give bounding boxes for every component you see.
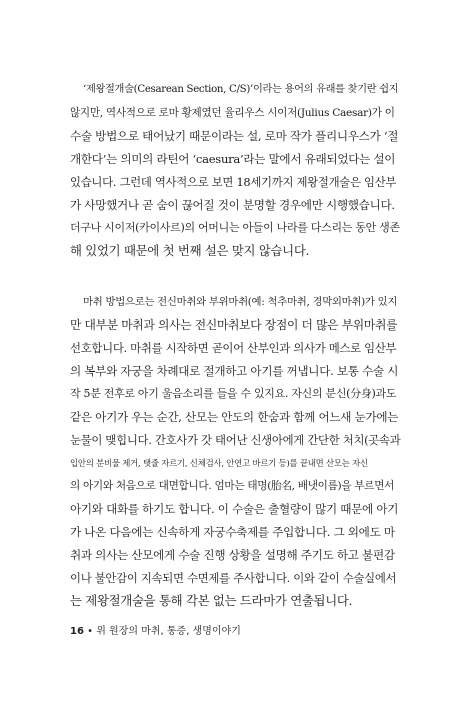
text-line: 선호합니다. 마취를 시작하면 곧이어 산부인과 의사가 메스로 임산부 <box>70 341 397 355</box>
text-line: 해 있었기 때문에 첫 번째 설은 맞지 않습니다. <box>70 243 310 258</box>
text-line: 작 5분 전후로 아기 울음소리를 들을 수 있지요. 자신의 분신(分身)과도 <box>70 387 397 400</box>
text-line: 아기와 대화를 하기도 합니다. 이 수술은 출혈량이 많기 때문에 아기 <box>70 502 399 516</box>
text-line: 수술 방법으로 태어났기 때문이라는 설, 로마 작가 플리니우스가 ‘절 <box>70 129 399 143</box>
footer-separator: • <box>87 626 94 637</box>
text-line: ‘제왕절개술(Cesarean Section, C/S)’이라는 용어의 유래를 찾기란 쉽지 <box>83 84 399 95</box>
page-number: 16 <box>70 626 84 637</box>
text-line: 의 아기와 처음으로 대면합니다. 엄마는 태명(胎名, 배냇이름)을 부르면서 <box>70 480 395 492</box>
text-line: 취과 의사는 산모에게 수술 진행 상황을 설명해 주기도 하고 불편감 <box>70 548 395 562</box>
page-footer <box>70 622 241 637</box>
text-line: 있습니다. 그런데 역사적으로 보면 18세기까지 제왕절개술은 임산부 <box>70 175 397 189</box>
text-line: 가 사망했거나 곧 숨이 끊어질 것이 분명할 경우에만 시행했습니다. <box>70 198 395 212</box>
text-line: 개한다’는 의미의 라틴어 ‘caesura’라는 말에서 유래되었다는 설이 <box>70 152 396 166</box>
text-line: 입안의 분비물 제거, 탯줄 자르기, 신체검사, 안연고 바르기 등)를 끝내면 산모는 자신 <box>70 458 368 468</box>
text-line: 않지만, 역사적으로 로마 황제였던 율리우스 시이저(Julius Caesar)가 이 <box>70 107 395 119</box>
text-line: 가 나온 다음에는 신속하게 자궁수축제를 주입합니다. 그 외에도 마 <box>70 525 395 539</box>
book-title: 위 원장의 마취, 통증, 생명이야기 <box>96 626 241 637</box>
text-line: 이나 불안감이 지속되면 수면제를 주사합니다. 이와 같이 수술실에서 <box>70 571 397 585</box>
text-line: 만 대부분 마취과 의사는 전신마취보다 장점이 더 많은 부위마취를 <box>70 318 398 332</box>
text-line: 의 복부와 자궁을 차례대로 절개하고 아기를 꺼냅니다. 보통 수술 시 <box>70 364 399 378</box>
text-line: 마취 방법으로는 전신마취와 부위마취(예: 척추마취, 경막외마취)가 있지 <box>83 296 398 308</box>
text-line: 눈물이 맺힙니다. 간호사가 갓 태어난 신생아에게 간단한 처치(곳속과 <box>70 433 401 447</box>
text-line: 더구나 시이저(카이사르)의 어머니는 아들이 나라를 다스리는 동안 생존 <box>70 221 400 234</box>
text-line: 같은 아기가 우는 순간, 산모는 안도의 한숨과 함께 어느새 눈가에는 <box>70 410 399 424</box>
text-line: 는 제왕절개술을 통해 각본 없는 드라마가 연출됩니다. <box>70 593 353 608</box>
